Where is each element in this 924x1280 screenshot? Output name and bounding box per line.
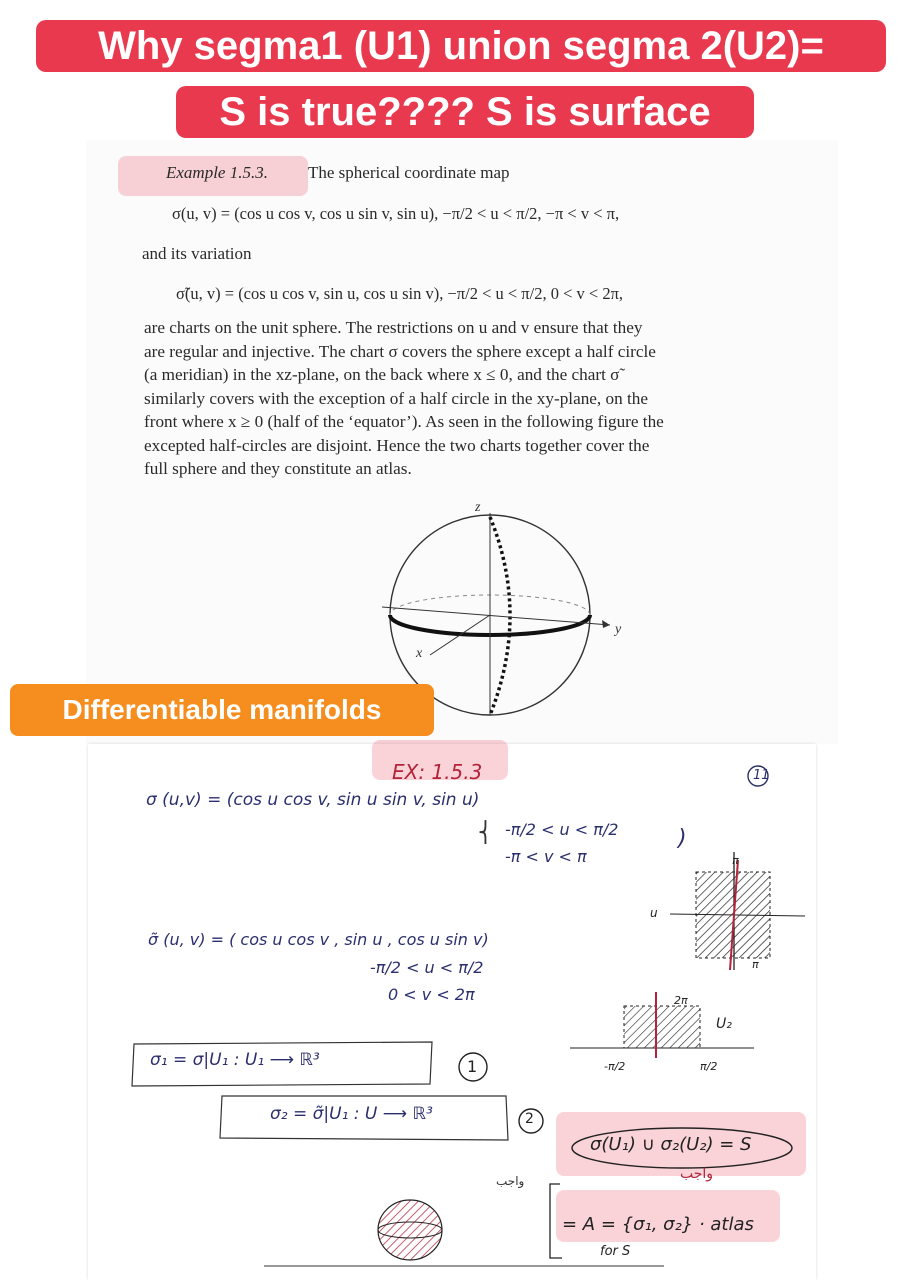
union-equation: σ(U₁) ∪ σ₂(U₂) = S (590, 1134, 752, 1155)
variation-text: and its variation (142, 244, 252, 263)
two-pi-label: 2π (674, 994, 688, 1007)
paragraph-line: full sphere and they constitute an atlas. (144, 459, 412, 478)
title-line-2: S is true???? S is surface (176, 86, 754, 138)
page-number: 11 (753, 768, 770, 783)
topic-tag: Differentiable manifolds (10, 684, 434, 736)
paragraph-line: are charts on the unit sphere. The restrictions on u and v ensure that they (144, 318, 643, 337)
sigma-definition: σ (u,v) = (cos u cos v, sin u sin v, sin u) (146, 790, 480, 810)
u-axis-label: u (650, 906, 658, 920)
sphere-sketch (372, 1196, 452, 1266)
circle-one-label: 1 (467, 1057, 478, 1076)
equation-sigma: σ(u, v) = (cos u cos v, cos u sin v, sin u), −π/2 < u < π/2, −π < v < π, (172, 204, 620, 223)
paragraph-line: front where x ≥ 0 (half of the ‘equator’). As seen in the following figure the (144, 412, 664, 431)
condition-u-1: -π/2 < u < π/2 (505, 820, 619, 839)
sigma2-restriction: σ₂ = σ̃|U₁ : U ⟶ ℝ³ (270, 1104, 433, 1124)
condition-u-2: -π/2 < u < π/2 (370, 958, 484, 977)
circle-two-label: 2 (525, 1111, 534, 1127)
title-line-1: Why segma1 (U1) union segma 2(U2)= (36, 20, 886, 72)
brace-close-1: ) (678, 826, 687, 851)
example-title: The spherical coordinate map (308, 163, 510, 182)
sigma1-restriction: σ₁ = σ|U₁ : U₁ ⟶ ℝ³ (150, 1050, 320, 1070)
paragraph-line: (a meridian) in the xz-plane, on the back where x ≤ 0, and the chart σ̃ (144, 365, 620, 384)
pi-top-label: π (732, 854, 739, 867)
pi-half-label: π/2 (700, 1060, 718, 1073)
domain-sketch-sigma (660, 850, 810, 980)
example-label: Example 1.5.3. (166, 163, 268, 182)
paragraph-line: excepted half-circles are disjoint. Hence the two charts together cover the (144, 435, 650, 455)
book-paragraph (144, 316, 834, 481)
u2-label: U₂ (716, 1016, 732, 1032)
arabic-side-note: واجب (496, 1174, 525, 1188)
atlas-equation: = A = {σ₁, σ₂} · atlas (562, 1214, 754, 1235)
exercise-label: EX: 1.5.3 (392, 760, 483, 784)
pi-bottom-label: π (752, 958, 759, 971)
axis-z-label: z (475, 500, 481, 515)
atlas-for-s: for S (600, 1244, 631, 1259)
condition-v-1: -π < v < π (505, 847, 587, 866)
arabic-note: واجب (680, 1166, 714, 1182)
axis-y-label: y (615, 622, 622, 637)
axis-x-label: x (416, 646, 423, 661)
brace-open-1: ⎨ (478, 820, 493, 844)
condition-v-2: 0 < v < 2π (388, 985, 475, 1004)
paragraph-line: similarly covers with the exception of a half circle in the xy-plane, on the (144, 388, 648, 408)
equation-sigma-tilde: σ̃(u, v) = (cos u cos v, sin u, cos u sin v), −π/2 < u < π/2, 0 < v < 2π, (176, 284, 624, 303)
paragraph-line: are regular and injective. The chart σ covers the sphere except a half circle (144, 341, 656, 361)
bottom-rule (264, 1264, 664, 1268)
sigma-tilde-definition: σ̃ (u, v) = ( cos u cos v , sin u , cos u sin v) (148, 930, 489, 949)
neg-pi-half-label: -π/2 (604, 1060, 626, 1073)
